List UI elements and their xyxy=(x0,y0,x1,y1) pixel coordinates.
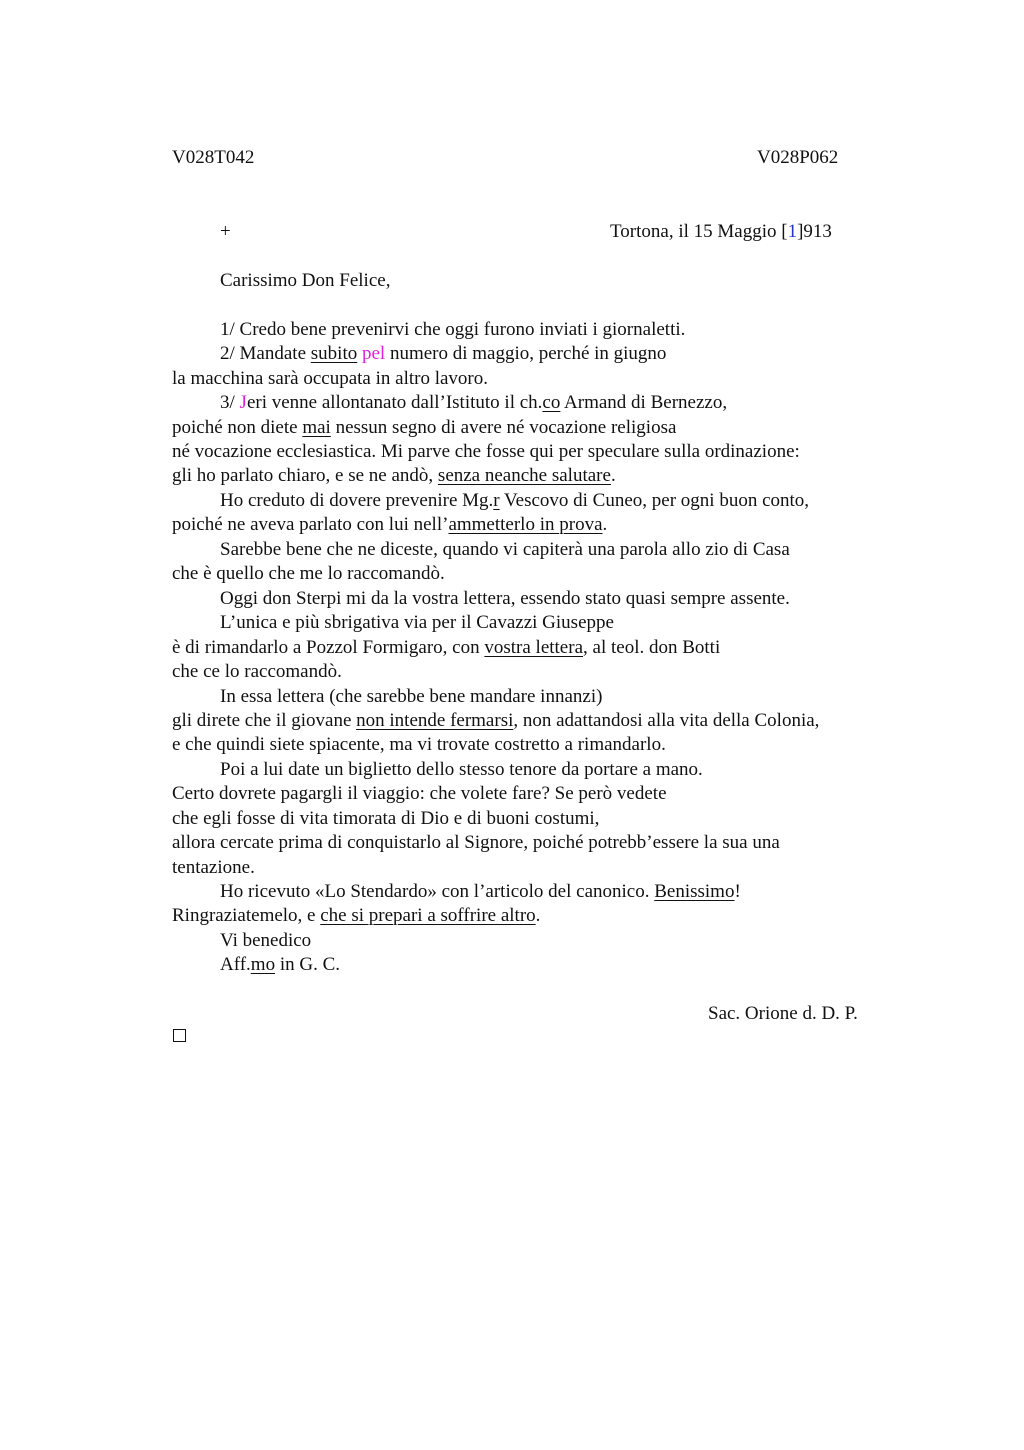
body-line: In essa lettera (che sarebbe bene mandare innanzi) xyxy=(220,686,603,707)
body-line: che ce lo raccomandò. xyxy=(172,661,342,682)
body-line: allora cercate prima di conquistarlo al Signore, poiché potrebb’essere la sua una xyxy=(172,832,780,853)
body-line: 1/ Credo bene prevenirvi che oggi furono inviati i giornaletti. xyxy=(220,319,686,340)
signature: Sac. Orione d. D. P. xyxy=(708,1003,858,1024)
checkbox-square-icon xyxy=(173,1029,186,1042)
body-line: Oggi don Sterpi mi da la vostra lettera, essendo stato quasi sempre assente. xyxy=(220,588,790,609)
body-line: 3/ Jeri venne allontanato dall’Istituto il ch.co Armand di Bernezzo, xyxy=(220,392,728,413)
body-line: L’unica e più sbrigativa via per il Cavazzi Giuseppe xyxy=(220,612,614,633)
body-line: è di rimandarlo a Pozzol Formigaro, con vostra lettera, al teol. don Botti xyxy=(172,637,721,658)
body-line: 2/ Mandate subito pel numero di maggio, perché in giugno xyxy=(220,343,667,364)
body-line: Sarebbe bene che ne diceste, quando vi capiterà una parola allo zio di Casa xyxy=(220,539,790,560)
closing-line: Aff.mo in G. C. xyxy=(220,954,341,975)
document-code-right: V028P062 xyxy=(757,147,839,168)
body-line: che è quello che me lo raccomandò. xyxy=(172,563,445,584)
body-line: Ho ricevuto «Lo Stendardo» con l’articolo del canonico. Benissimo! xyxy=(220,881,741,902)
date-digit: 1 xyxy=(787,221,798,242)
body-line: gli direte che il giovane non intende fermarsi, non adattandosi alla vita della Colonia, xyxy=(172,710,820,731)
body-line: Certo dovrete pagargli il viaggio: che volete fare? Se però vedete xyxy=(172,783,667,804)
body-line: gli ho parlato chiaro, e se ne andò, senza neanche salutare. xyxy=(172,465,616,486)
date-line: Tortona, il 15 Maggio [1]913 xyxy=(610,221,832,242)
document-code-left: V028T042 xyxy=(172,147,255,168)
body-line: poiché ne aveva parlato con lui nell’ammetterlo in prova. xyxy=(172,514,608,535)
body-line: e che quindi siete spiacente, ma vi trovate costretto a rimandarlo. xyxy=(172,734,666,755)
closing-line: Vi benedico xyxy=(220,930,312,951)
body-line: Poi a lui date un biglietto dello stesso tenore da portare a mano. xyxy=(220,759,703,780)
body-line: la macchina sarà occupata in altro lavoro. xyxy=(172,368,488,389)
body-line: tentazione. xyxy=(172,857,255,878)
body-line: che egli fosse di vita timorata di Dio e di buoni costumi, xyxy=(172,808,600,829)
cross-symbol: + xyxy=(220,221,231,242)
greeting: Carissimo Don Felice, xyxy=(220,270,391,291)
body-line: né vocazione ecclesiastica. Mi parve che fosse qui per speculare sulla ordinazione: xyxy=(172,441,800,462)
body-line: Ringraziatemelo, e che si prepari a soffrire altro. xyxy=(172,905,541,926)
body-line: Ho creduto di dovere prevenire Mg.r Vescovo di Cuneo, per ogni buon conto, xyxy=(220,490,810,511)
body-line: poiché non diete mai nessun segno di avere né vocazione religiosa xyxy=(172,417,677,438)
